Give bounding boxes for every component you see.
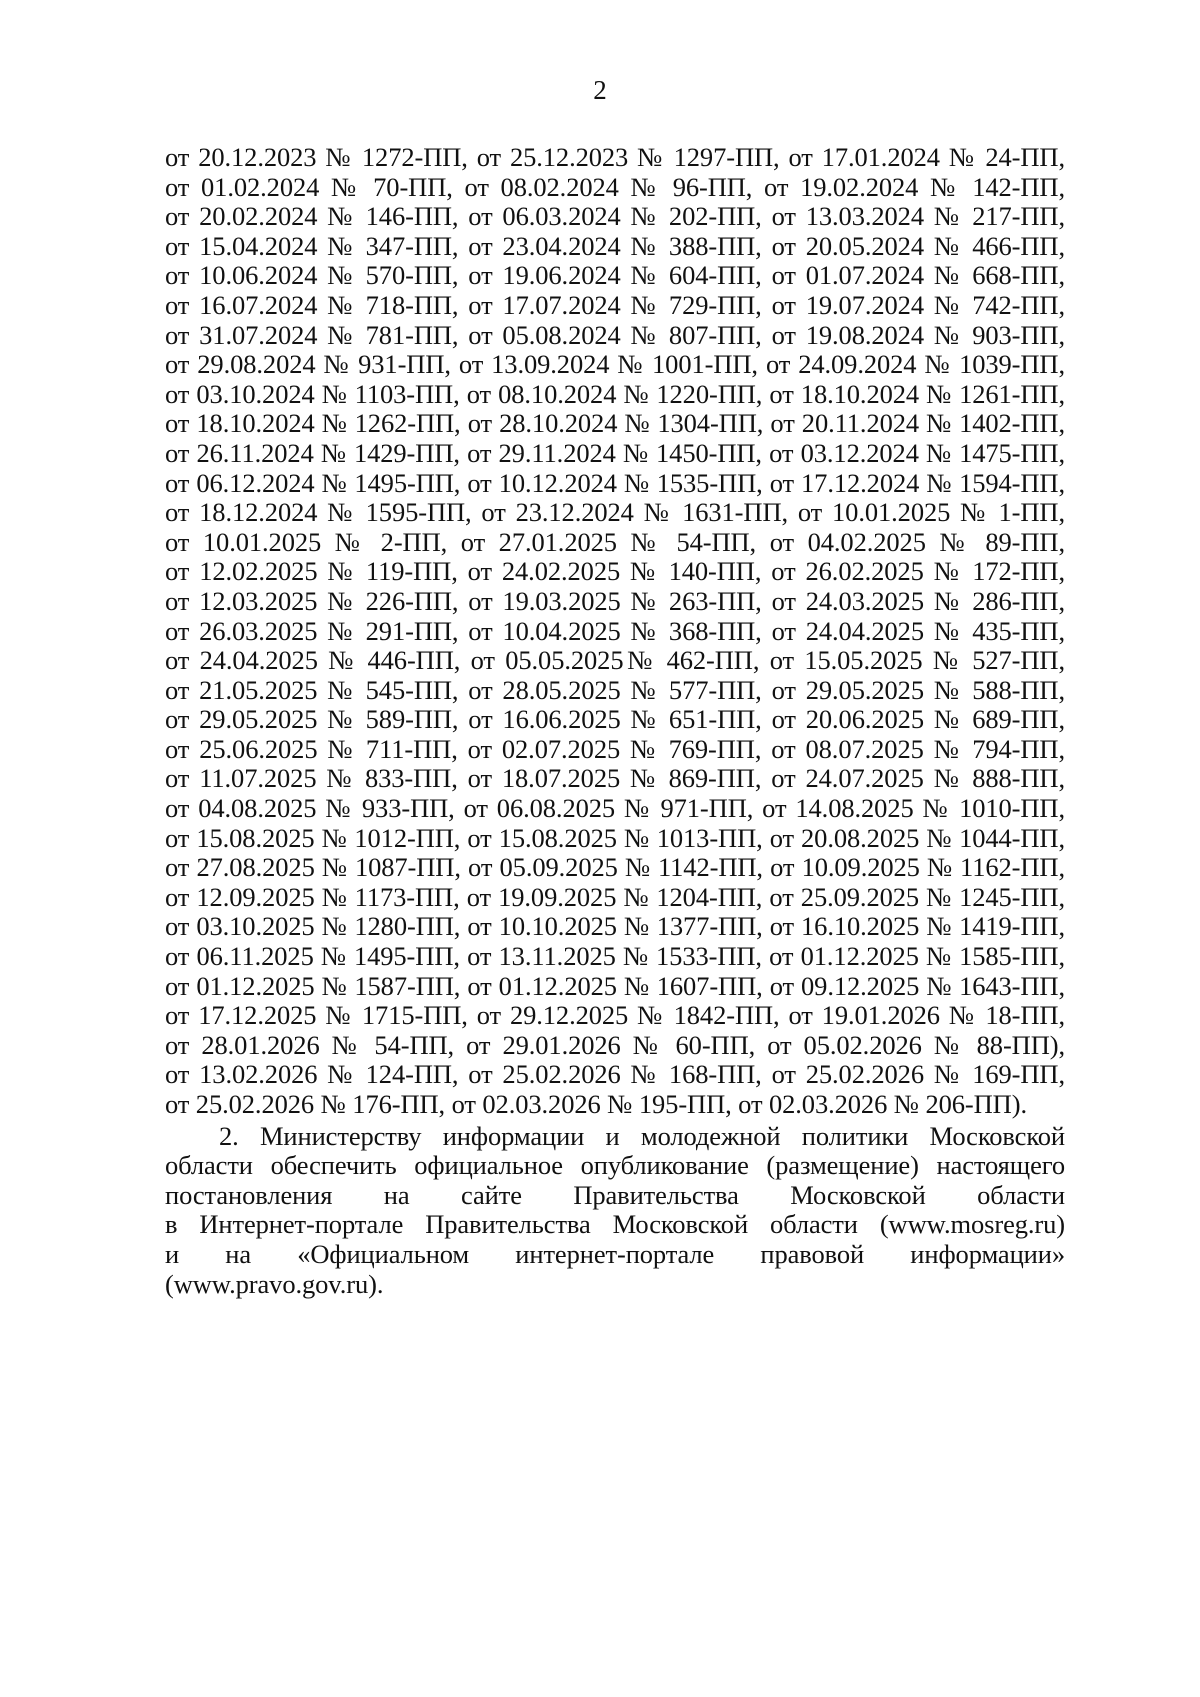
text-line: от 26.03.2025 № 291-ПП, от 10.04.2025 № 368-ПП, от 24.04.2025 № 435-ПП, (165, 616, 1065, 646)
text-line: от 25.02.2026 № 176-ПП, от 02.03.2026 № 195-ПП, от 02.03.2026 № 206-ПП). (165, 1090, 1027, 1119)
text-line: от 28.01.2026 № 54-ПП, от 29.01.2026 № 60-ПП, от 05.02.2026 № 88-ПП), (165, 1030, 1065, 1060)
text-line: от 03.10.2025 № 1280-ПП, от 10.10.2025 № 1377-ПП, от 16.10.2025 № 1419-ПП, (165, 912, 1065, 942)
text-line: от 15.08.2025 № 1012-ПП, от 15.08.2025 № 1013-ПП, от 20.08.2025 № 1044-ПП, (165, 823, 1065, 853)
text-line: от 10.01.2025 № 2-ПП, от 27.01.2025 № 54-ПП, от 04.02.2025 № 89-ПП, (165, 527, 1065, 557)
text-line: от 04.08.2025 № 933-ПП, от 06.08.2025 № 971-ПП, от 14.08.2025 № 1010-ПП, (165, 794, 1065, 824)
text-line: от 13.02.2026 № 124-ПП, от 25.02.2026 № 168-ПП, от 25.02.2026 № 169-ПП, (165, 1060, 1065, 1090)
text-line: в Интернет-портале Правительства Московской области (www.mosreg.ru) (165, 1210, 1065, 1240)
text-line: от 03.10.2024 № 1103-ПП, от 08.10.2024 № 1220-ПП, от 18.10.2024 № 1261-ПП, (165, 379, 1065, 409)
text-line: от 12.02.2025 № 119-ПП, от 24.02.2025 № 140-ПП, от 26.02.2025 № 172-ПП, (165, 557, 1065, 587)
text-line: от 20.12.2023 № 1272-ПП, от 25.12.2023 № 1297-ПП, от 17.01.2024 № 24-ПП, (165, 143, 1065, 172)
text-line: области обеспечить официальное опубликование (размещение) настоящего (165, 1151, 1065, 1181)
text-line: от 16.07.2024 № 718-ПП, от 17.07.2024 № 729-ПП, от 19.07.2024 № 742-ПП, (165, 290, 1065, 320)
text-line: от 01.12.2025 № 1587-ПП, от 01.12.2025 № 1607-ПП, от 09.12.2025 № 1643-ПП, (165, 971, 1065, 1001)
text-line: постановления на сайте Правительства Московской области (165, 1180, 1065, 1210)
text-line: от 12.09.2025 № 1173-ПП, от 19.09.2025 № 1204-ПП, от 25.09.2025 № 1245-ПП, (165, 882, 1065, 912)
text-line: от 21.05.2025 № 545-ПП, от 28.05.2025 № 577-ПП, от 29.05.2025 № 588-ПП, (165, 675, 1065, 705)
text-line: 2. Министерству информации и молодежной политики Московской (219, 1121, 1065, 1151)
text-line: (www.pravo.gov.ru). (165, 1269, 384, 1299)
text-line: от 10.06.2024 № 570-ПП, от 19.06.2024 № 604-ПП, от 01.07.2024 № 668-ПП, (165, 261, 1065, 291)
text-line: от 26.11.2024 № 1429-ПП, от 29.11.2024 № 1450-ПП, от 03.12.2024 № 1475-ПП, (165, 438, 1065, 468)
paragraph-amendments-list (165, 143, 1065, 1120)
text-line: от 29.05.2025 № 589-ПП, от 16.06.2025 № 651-ПП, от 20.06.2025 № 689-ПП, (165, 705, 1065, 735)
text-line: от 27.08.2025 № 1087-ПП, от 05.09.2025 № 1142-ПП, от 10.09.2025 № 1162-ПП, (165, 853, 1065, 883)
text-line: от 01.02.2024 № 70-ПП, от 08.02.2024 № 96-ПП, от 19.02.2024 № 142-ПП, (165, 172, 1065, 202)
text-line: от 20.02.2024 № 146-ПП, от 06.03.2024 № 202-ПП, от 13.03.2024 № 217-ПП, (165, 202, 1065, 232)
text-line: от 24.04.2025 № 446-ПП, от 05.05.2025№ 462-ПП, от 15.05.2025 № 527-ПП, (165, 646, 1065, 676)
text-line: от 29.08.2024 № 931-ПП, от 13.09.2024 № 1001-ПП, от 24.09.2024 № 1039-ПП, (165, 350, 1065, 380)
text-line: от 15.04.2024 № 347-ПП, от 23.04.2024 № 388-ПП, от 20.05.2024 № 466-ПП, (165, 231, 1065, 261)
text-line: от 12.03.2025 № 226-ПП, от 19.03.2025 № 263-ПП, от 24.03.2025 № 286-ПП, (165, 586, 1065, 616)
text-line: от 11.07.2025 № 833-ПП, от 18.07.2025 № 869-ПП, от 24.07.2025 № 888-ПП, (165, 764, 1065, 794)
text-line: от 25.06.2025 № 711-ПП, от 02.07.2025 № 769-ПП, от 08.07.2025 № 794-ПП, (165, 734, 1065, 764)
paragraph-publication-order (165, 1122, 1065, 1300)
page-number: 2 (593, 75, 607, 105)
text-line: от 18.10.2024 № 1262-ПП, от 28.10.2024 № 1304-ПП, от 20.11.2024 № 1402-ПП, (165, 409, 1065, 439)
text-line: и на «Официальном интернет-портале правовой информации» (165, 1239, 1065, 1269)
text-line: от 06.11.2025 № 1495-ПП, от 13.11.2025 № 1533-ПП, от 01.12.2025 № 1585-ПП, (165, 942, 1065, 972)
text-line: от 18.12.2024 № 1595-ПП, от 23.12.2024 № 1631-ПП, от 10.01.2025 № 1-ПП, (165, 498, 1065, 528)
document-body (165, 143, 1065, 1299)
text-line: от 06.12.2024 № 1495-ПП, от 10.12.2024 № 1535-ПП, от 17.12.2024 № 1594-ПП, (165, 468, 1065, 498)
text-line: от 31.07.2024 № 781-ПП, от 05.08.2024 № 807-ПП, от 19.08.2024 № 903-ПП, (165, 320, 1065, 350)
text-line: от 17.12.2025 № 1715-ПП, от 29.12.2025 № 1842-ПП, от 19.01.2026 № 18-ПП, (165, 1001, 1065, 1031)
